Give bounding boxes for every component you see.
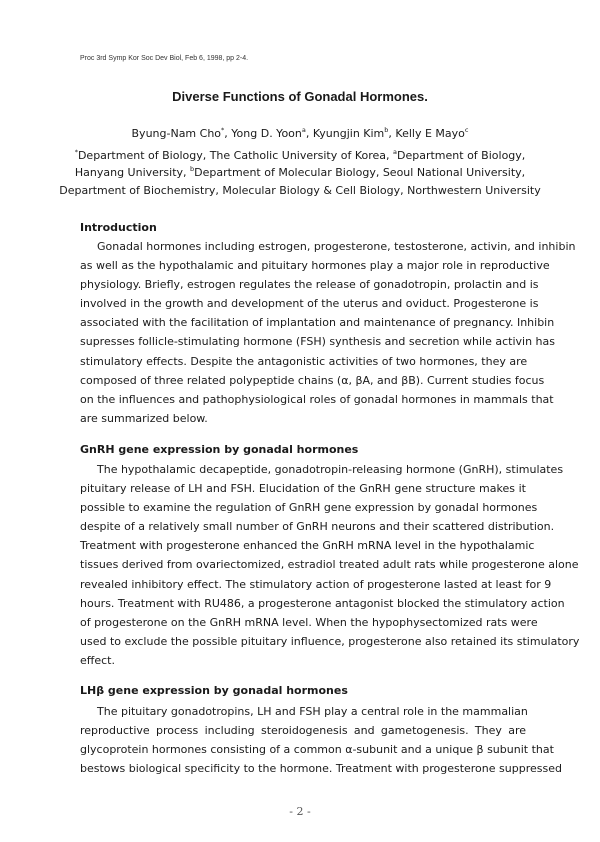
author-name: Byung-Nam Cho: [131, 127, 222, 140]
introduction-paragraph: [80, 237, 576, 428]
author-list: Byung-Nam Cho*, Yong D. Yoon$^a$, Kyungjin Kim$^b$, Kelly E Mayo$^c$: [131, 126, 469, 140]
paragraph-line: composed of three related polypeptide chains (α, βA, and βB). Current studies focus: [80, 373, 545, 387]
paragraph-line: revealed inhibitory effect. The stimulatory action of progesterone lasted at least for 9: [80, 577, 552, 591]
paragraph-line: effect.: [80, 653, 115, 667]
author-name: Yong D. Yoon: [231, 127, 302, 140]
paragraph-line: supresses follicle-stimulating hormone (FSH) synthesis and secretion while activin has: [80, 335, 555, 349]
author-name: Kelly E Mayo: [395, 127, 465, 140]
paragraph-line: The pituitary gonadotropins, LH and FSH play a central role in the mammalian: [97, 705, 528, 718]
affiliation-line: [0, 148, 600, 164]
paragraph-line: tissues derived from ovariectomized, estradiol treated adult rats while progesterone alone: [80, 558, 579, 572]
affiliation-mark: *: [74, 148, 78, 156]
section-heading-lh-beta: LHβ gene expression by gonadal hormones: [80, 684, 348, 697]
affiliation-line: Department of Biochemistry, Molecular Biology & Cell Biology, Northwestern University: [59, 184, 541, 197]
paragraph-line: are summarized below.: [80, 411, 208, 425]
paragraph-line: stimulatory effects. Despite the antagonistic activities of two hormones, they are: [80, 354, 528, 368]
paragraph-line: involved in the growth and development of the uterus and oviduct. Progesterone is: [80, 297, 539, 311]
author-name: Kyungjin Kim: [312, 127, 385, 140]
author-mark: c: [464, 126, 469, 134]
journal-citation: Proc 3rd Symp Kor Soc Dev Biol, Feb 6, 1998, pp 2-4.: [80, 55, 249, 62]
lh-beta-paragraph: [80, 702, 562, 778]
paper-title: Diverse Functions of Gonadal Hormones.: [172, 89, 428, 104]
paragraph-line: used to exclude the possible pituitary influence, progesterone also retained its stimulatory: [80, 634, 580, 648]
paragraph-line: of progesterone on the GnRH mRNA level. When the hypophysectomized rats were: [80, 615, 538, 629]
affiliation-mark: b: [190, 165, 195, 173]
gnrh-paragraph: [80, 460, 580, 670]
section-heading-gnrh: GnRH gene expression by gonadal hormones: [80, 443, 359, 456]
paragraph-line: despite of a relatively small number of GnRH neurons and their scattered distribution.: [80, 520, 555, 534]
page-number: - 2 -: [289, 805, 311, 818]
paragraph-line: on the influences and pathophysiological roles of gonadal hormones in mammals that: [80, 392, 554, 406]
author-mark: a: [301, 126, 306, 134]
paragraph-line: Gonadal hormones including estrogen, progesterone, testosterone, activin, and inhibin: [97, 240, 576, 253]
paragraph-line: The hypothalamic decapeptide, gonadotropin-releasing hormone (GnRH), stimulates: [97, 463, 564, 476]
paragraph-line: associated with the facilitation of implantation and maintenance of pregnancy. Inhibin: [80, 316, 555, 330]
affiliation-text: Hanyang University,: [74, 166, 191, 179]
paragraph-line: glycoprotein hormones consisting of a common α-subunit and a unique β subunit that: [80, 743, 554, 757]
affiliation-text: Department of Biology, The Catholic University of Korea,: [77, 149, 394, 162]
paragraph-line: hours. Treatment with RU486, a progesterone antagonist blocked the stimulatory action: [80, 596, 565, 610]
paragraph-line: physiology. Briefly, estrogen regulates the release of gonadotropin, prolactin and is: [80, 278, 539, 292]
author-mark: b: [384, 126, 389, 134]
paragraph-line: pituitary release of LH and FSH. Elucidation of the GnRH gene structure makes it: [80, 482, 526, 496]
paragraph-line: reproductive process including steroidogenesis and gametogenesis. They are: [80, 724, 526, 738]
paragraph-line: Treatment with progesterone enhanced the GnRH mRNA level in the hypothalamic: [80, 539, 535, 553]
affiliation-line: [0, 165, 600, 181]
paragraph-line: bestows biological specificity to the hormone. Treatment with progesterone suppressed: [80, 762, 562, 776]
affiliation-mark: a: [393, 148, 398, 156]
paragraph-line: as well as the hypothalamic and pituitary hormones play a major role in reproductive: [80, 259, 550, 273]
author-mark: *: [221, 126, 225, 134]
affiliation-text: Department of Biology,: [397, 149, 526, 162]
paragraph-line: possible to examine the regulation of GnRH gene expression by gonadal hormones: [80, 501, 538, 515]
affiliation-text: Department of Molecular Biology, Seoul National University,: [194, 166, 526, 179]
section-heading-introduction: Introduction: [80, 221, 157, 234]
